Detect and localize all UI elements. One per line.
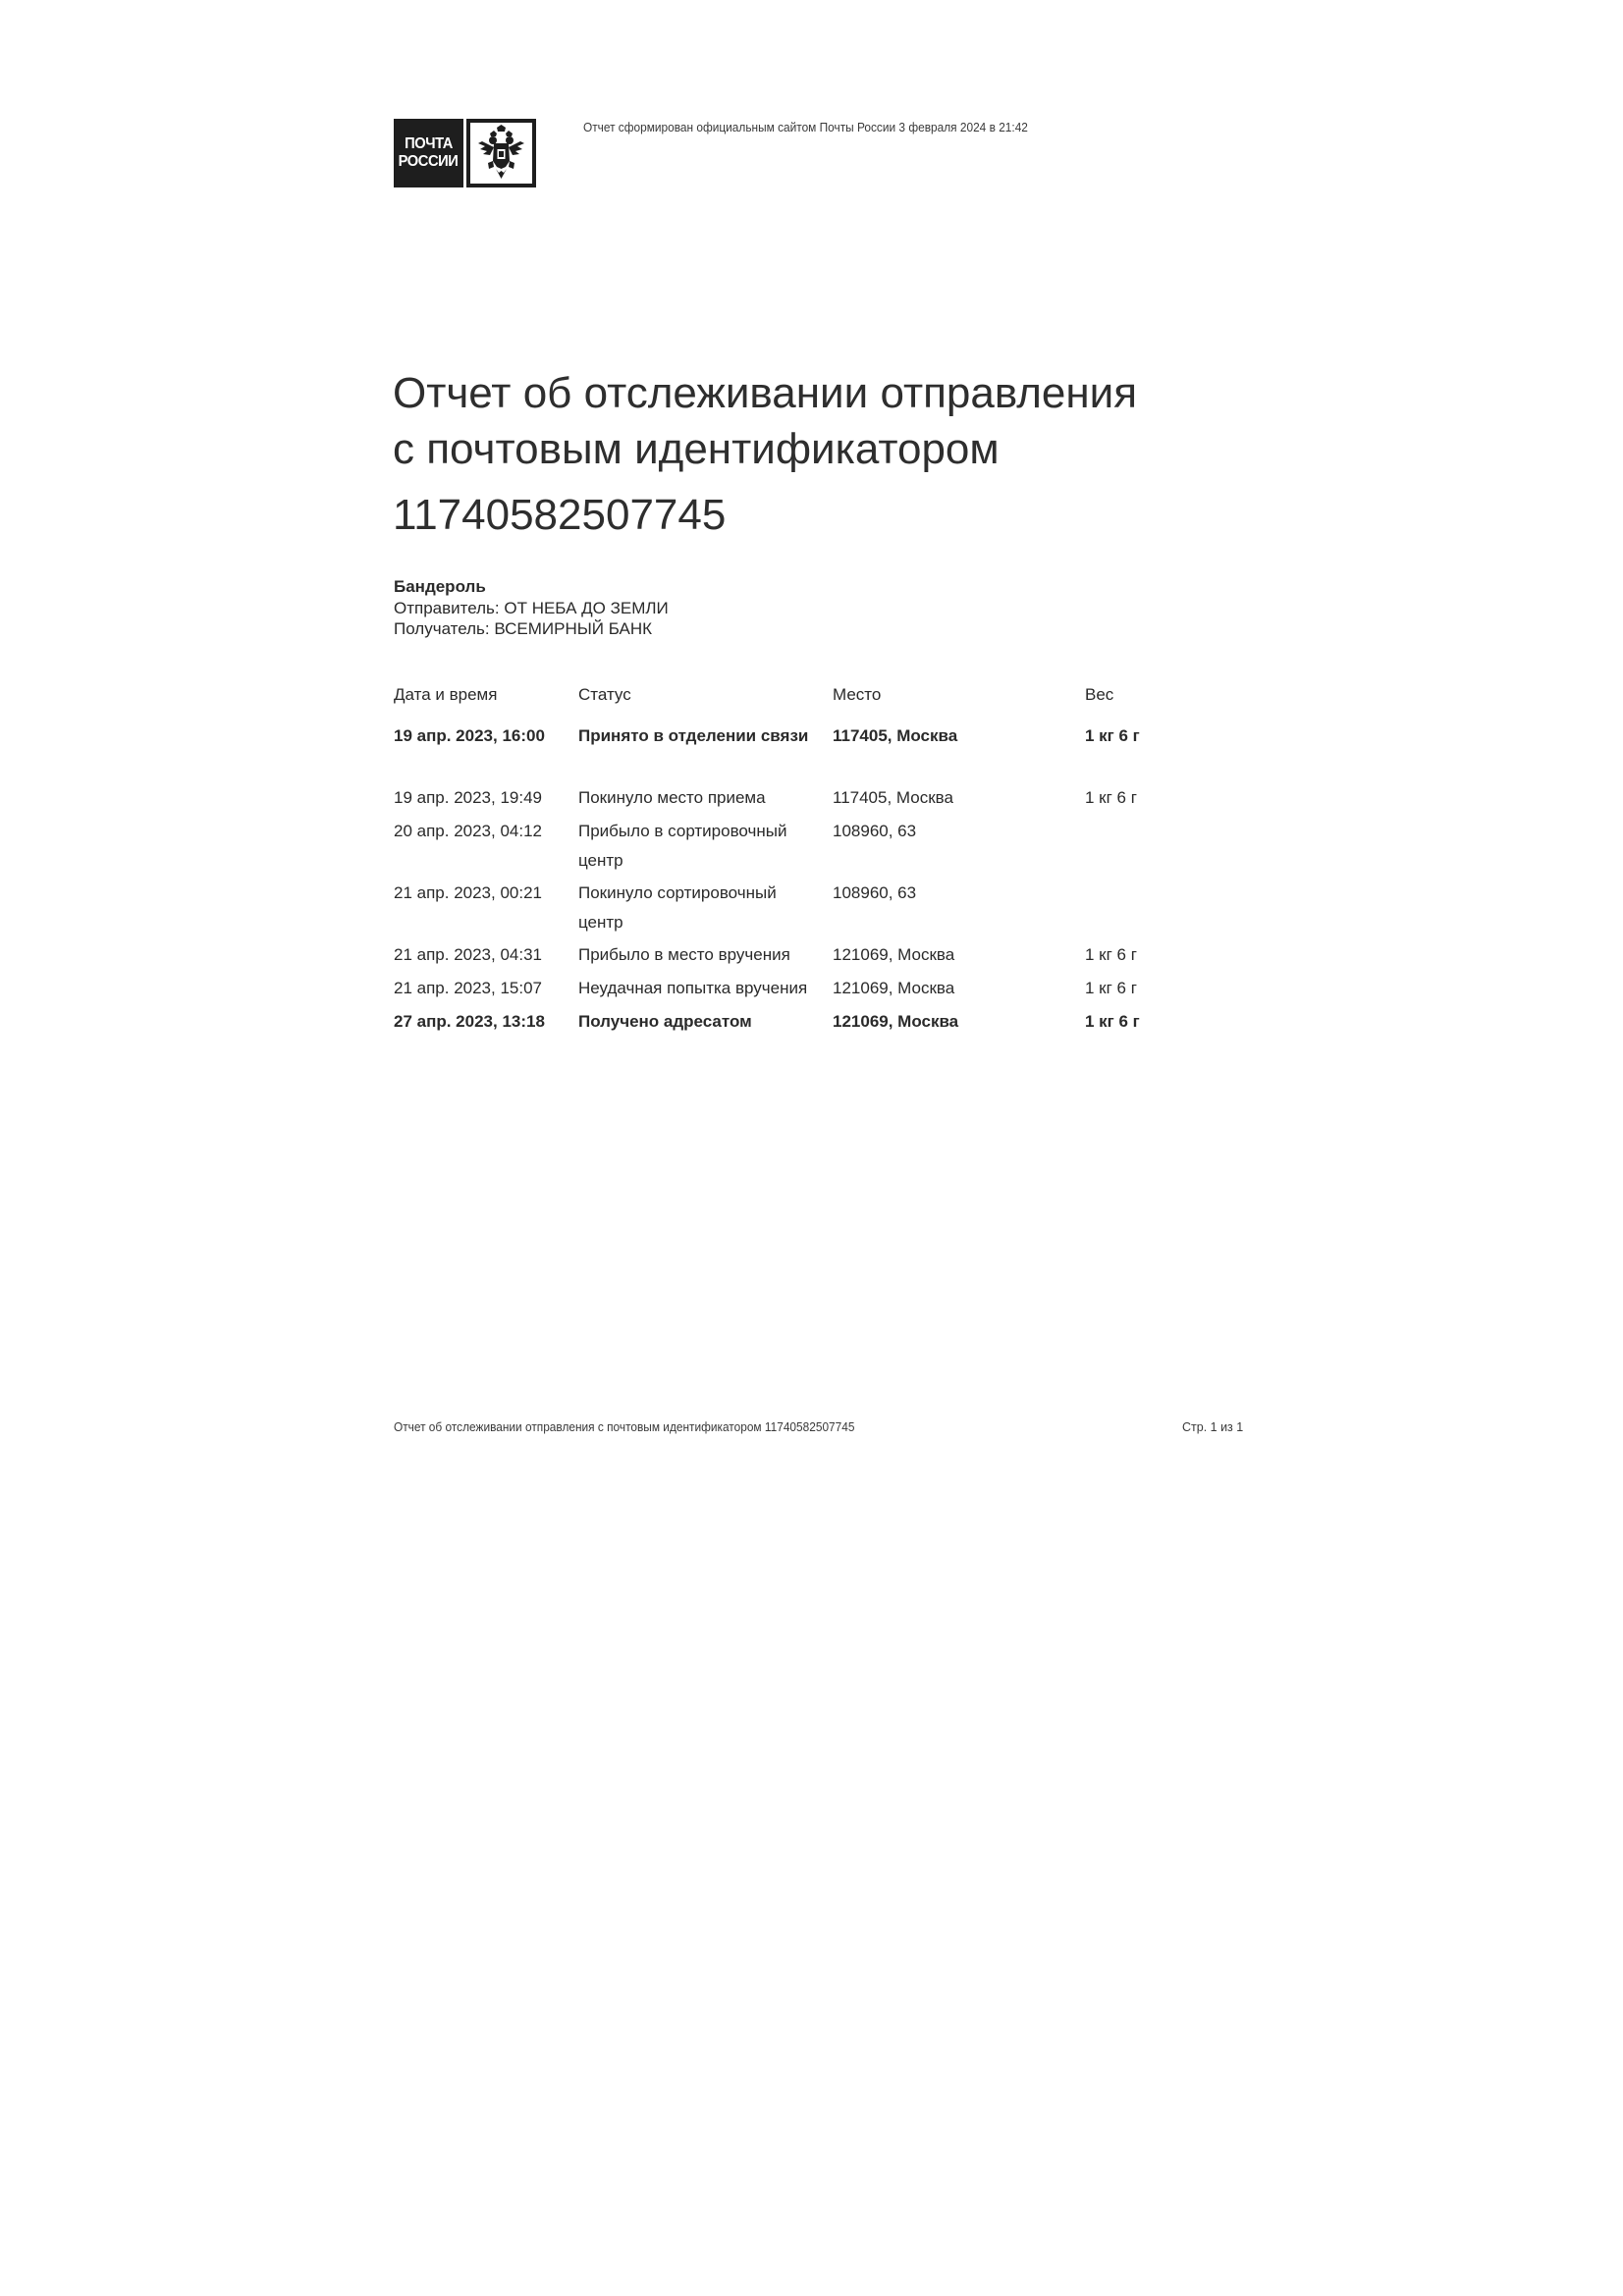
title-line-2: с почтовым идентификатором <box>393 425 1000 473</box>
header-place: Место <box>833 685 882 704</box>
event-date: 21 апр. 2023, 00:21 <box>394 883 542 902</box>
event-status: Покинуло место приема <box>578 788 766 807</box>
eagle-emblem-icon <box>466 119 536 187</box>
event-date: 27 апр. 2023, 13:18 <box>394 1012 545 1031</box>
tracking-events-table <box>394 680 1277 1041</box>
header-status: Статус <box>578 685 631 704</box>
logo-line-2: РОССИИ <box>399 153 459 170</box>
generated-note: Отчет сформирован официальным сайтом Почты России 3 февраля 2024 в 21:42 <box>583 121 1028 134</box>
event-place: 108960, 63 <box>833 883 917 902</box>
sender: Отправитель: ОТ НЕБА ДО ЗЕМЛИ <box>394 598 669 617</box>
page-number: Стр. 1 из 1 <box>1182 1420 1244 1434</box>
event-date: 21 апр. 2023, 15:07 <box>394 979 542 997</box>
table-row <box>394 940 1277 974</box>
event-date: 19 апр. 2023, 19:49 <box>394 788 542 807</box>
event-status: Покинуло сортировочный центр <box>578 883 777 932</box>
logo-wordmark <box>394 119 463 187</box>
shipment-type: Бандероль <box>394 577 486 596</box>
event-date: 21 апр. 2023, 04:31 <box>394 945 542 964</box>
event-status: Прибыло в место вручения <box>578 945 790 964</box>
event-weight: 1 кг 6 г <box>1085 1012 1140 1031</box>
event-weight: 1 кг 6 г <box>1085 726 1140 745</box>
title-line-1: Отчет об отслеживании отправления <box>393 369 1138 417</box>
header-weight: Вес <box>1085 685 1114 704</box>
tracking-id: 11740582507745 <box>393 491 727 539</box>
table-row <box>394 783 1277 817</box>
event-place: 121069, Москва <box>833 1012 959 1031</box>
event-date: 19 апр. 2023, 16:00 <box>394 726 545 745</box>
event-weight: 1 кг 6 г <box>1085 788 1137 807</box>
event-weight: 1 кг 6 г <box>1085 979 1137 997</box>
table-row <box>394 721 1277 783</box>
event-place: 121069, Москва <box>833 979 955 997</box>
event-place: 117405, Москва <box>833 788 953 807</box>
page-title <box>393 365 1276 543</box>
event-status: Принято в отделении связи <box>578 726 809 745</box>
event-status: Прибыло в сортировочный центр <box>578 822 787 870</box>
event-status: Неудачная попытка вручения <box>578 979 808 997</box>
recipient: Получатель: ВСЕМИРНЫЙ БАНК <box>394 619 653 638</box>
header-date: Дата и время <box>394 685 498 704</box>
logo-line-1: ПОЧТА <box>405 135 453 152</box>
table-row <box>394 879 1277 940</box>
event-status: Получено адресатом <box>578 1012 752 1031</box>
table-header <box>394 680 1277 721</box>
event-weight: 1 кг 6 г <box>1085 945 1137 964</box>
footer-report-title: Отчет об отслеживании отправления с почтовым идентификатором 11740582507745 <box>394 1420 855 1434</box>
russian-post-logo <box>394 119 536 187</box>
table-row <box>394 817 1277 879</box>
event-place: 108960, 63 <box>833 822 917 840</box>
event-date: 20 апр. 2023, 04:12 <box>394 822 542 840</box>
event-place: 117405, Москва <box>833 726 958 745</box>
event-place: 121069, Москва <box>833 945 955 964</box>
shipment-info <box>394 576 669 640</box>
table-row <box>394 974 1277 1007</box>
table-row <box>394 1007 1277 1041</box>
